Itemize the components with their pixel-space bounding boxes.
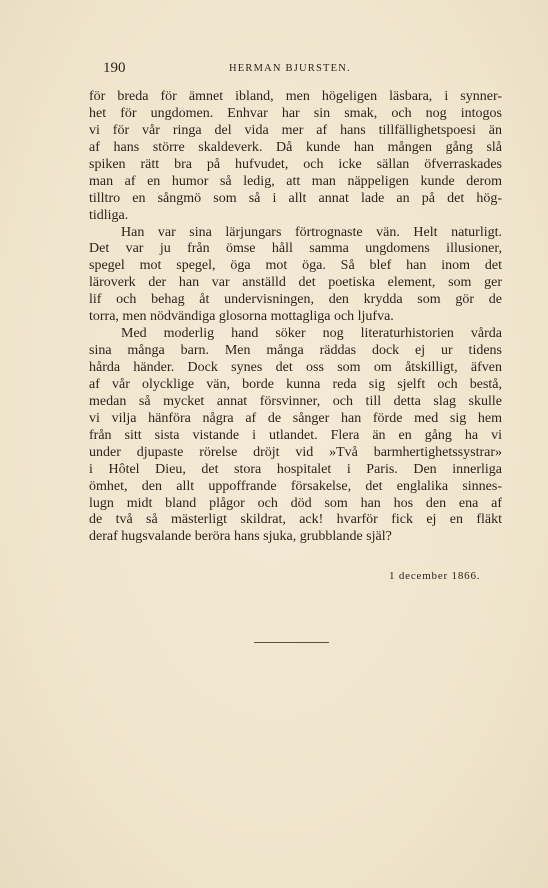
page-number: 190	[103, 60, 126, 76]
text-line: hårda händer. Dock synes det oss som om åtskilligt, äfven	[89, 360, 502, 375]
text-line: Han var sina lärjungars förtrognaste vän. Helt naturligt.	[121, 224, 502, 240]
text-line: vi för vår ringa del vida mer af hans tillfällighetspoesi än	[89, 122, 502, 138]
text-line: medan så mycket annat försvinner, och till detta slag skulle	[89, 393, 502, 409]
text-line: torra, men nödvändiga glosorna mottagliga och ljufva.	[89, 309, 394, 325]
text-line: tilltro en sångmö som så i allt annat lade an på det hög-	[89, 190, 502, 206]
running-head: HERMAN BJURSTEN.	[229, 63, 351, 74]
text-line: läroverk der han var anställd det poetiska element, som ger	[89, 275, 502, 291]
text-line: man af en humor så ledig, att man näppeligen kunde derom	[89, 173, 502, 189]
text-line: de två så mästerligt skildrat, ack! hvarför fick ej en fläkt	[89, 512, 502, 528]
text-line: sina många barn. Men många räddas dock ej ur tidens	[89, 343, 502, 359]
text-line: af vår olycklige vän, borde kunna reda sig sjelft och bestå,	[89, 376, 502, 392]
text-line: under djupaste rörelse dröjt vid »Två barmhertighetssystrar»	[89, 444, 502, 460]
text-line: Med moderlig hand söker nog literaturhistorien vårda	[121, 326, 502, 342]
text-line: af hans större skaldeverk. Då kunde han mången gång slå	[89, 139, 502, 155]
text-line: lugn midt bland plågor och död som han hos den ena af	[89, 495, 502, 511]
text-line: Det var ju från ömse håll samma ungdomens illusioner,	[89, 241, 502, 257]
dateline: 1 december 1866.	[389, 570, 481, 582]
text-line: lif och behag åt undervisningen, den krydda som gör de	[89, 292, 502, 308]
text-line: för breda för ämnet ibland, men högeligen läsbara, i synner-	[89, 89, 502, 104]
text-line: deraf hugsvalande beröra hans sjuka, grubblande själ?	[89, 529, 392, 545]
text-line: spegel mot spegel, öga mot öga. Så blef han inom det	[89, 258, 502, 274]
text-line: vi vilja hänföra några af de sånger han förde med sig hem	[89, 410, 502, 426]
text-line: i Hôtel Dieu, det stora hospitalet i Paris. Den innerliga	[89, 461, 502, 477]
text-line: spiken rätt bra på hufvudet, och icke sällan öfverraskades	[89, 156, 502, 172]
page-header	[103, 60, 474, 80]
text-line: ömhet, den allt uppoffrande försakelse, det englalika sinnes-	[89, 478, 502, 494]
body-text	[89, 89, 502, 546]
end-rule-divider	[254, 642, 329, 643]
text-line: tidliga.	[89, 207, 129, 223]
text-line: het för ungdomen. Enhvar har sin smak, och nog intogos	[89, 105, 502, 121]
text-line: från sitt sista vistande i utlandet. Flera än en gång ha vi	[89, 427, 502, 443]
